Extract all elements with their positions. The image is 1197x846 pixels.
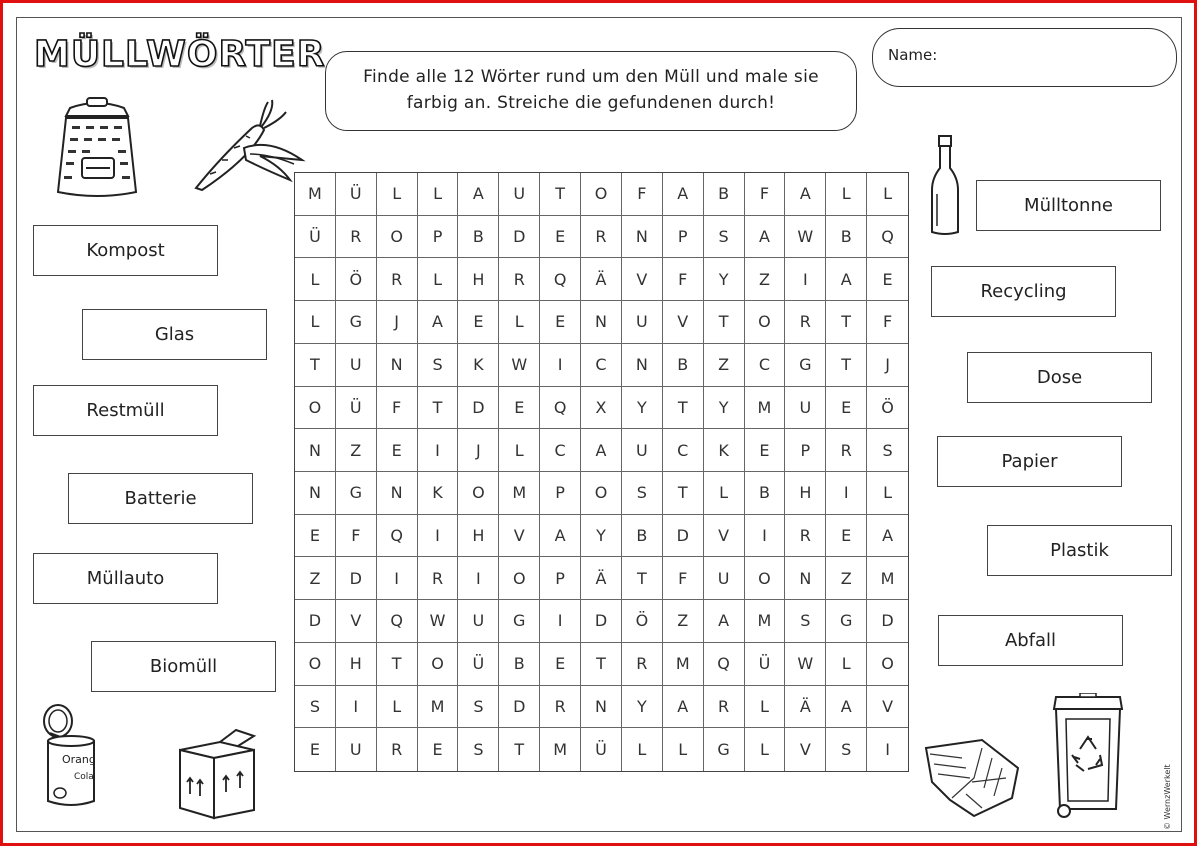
compost-bin-icon — [52, 96, 142, 200]
grid-cell[interactable]: I — [785, 258, 826, 301]
grid-cell[interactable]: C — [663, 429, 704, 472]
grid-cell[interactable]: Ü — [336, 387, 377, 430]
grid-cell[interactable]: R — [540, 686, 581, 729]
can-icon — [40, 703, 102, 813]
grid-cell[interactable]: L — [745, 728, 786, 771]
grid-cell[interactable]: R — [336, 216, 377, 259]
grid-cell[interactable]: M — [499, 472, 540, 515]
grid-cell[interactable]: B — [622, 515, 663, 558]
grid-cell[interactable]: E — [540, 216, 581, 259]
grid-cell[interactable]: P — [418, 216, 459, 259]
grid-cell[interactable]: Q — [540, 258, 581, 301]
grid-cell[interactable]: E — [295, 728, 336, 771]
grid-cell[interactable]: R — [418, 557, 459, 600]
grid-cell[interactable]: L — [663, 728, 704, 771]
grid-cell[interactable]: V — [499, 515, 540, 558]
grid-cell[interactable]: B — [826, 216, 867, 259]
grid-cell[interactable]: C — [745, 344, 786, 387]
grid-cell[interactable]: O — [499, 557, 540, 600]
grid-cell[interactable]: P — [785, 429, 826, 472]
grid-cell[interactable]: S — [458, 686, 499, 729]
grid-cell[interactable]: R — [704, 686, 745, 729]
instructions-box: Finde alle 12 Wörter rund um den Müll und male sie farbig an. Streiche die gefundenen durch! — [325, 51, 857, 131]
grid-cell[interactable]: F — [867, 301, 908, 344]
grid-cell[interactable]: G — [336, 472, 377, 515]
grid-cell[interactable]: L — [295, 258, 336, 301]
box-icon — [176, 728, 258, 822]
grid-cell[interactable]: O — [295, 643, 336, 686]
grid-cell[interactable]: O — [418, 643, 459, 686]
grid-cell[interactable]: L — [867, 472, 908, 515]
grid-cell[interactable]: N — [377, 472, 418, 515]
grid-cell[interactable]: Z — [663, 600, 704, 643]
grid-cell[interactable]: T — [499, 728, 540, 771]
grid-cell[interactable]: A — [458, 173, 499, 216]
grid-cell[interactable]: Z — [704, 344, 745, 387]
word-box-biomuell: Biomüll — [91, 641, 276, 692]
grid-cell[interactable]: L — [867, 173, 908, 216]
word-box-restmuell: Restmüll — [33, 385, 218, 436]
grid-cell[interactable]: O — [295, 387, 336, 430]
grid-cell[interactable]: B — [663, 344, 704, 387]
grid-cell[interactable]: M — [745, 387, 786, 430]
grid-cell[interactable]: H — [458, 515, 499, 558]
grid-cell[interactable]: J — [458, 429, 499, 472]
grid-cell[interactable]: S — [704, 216, 745, 259]
grid-cell[interactable]: S — [622, 472, 663, 515]
grid-cell[interactable]: Y — [704, 387, 745, 430]
grid-cell[interactable]: F — [663, 258, 704, 301]
grid-cell[interactable]: A — [867, 515, 908, 558]
grid-cell[interactable]: F — [663, 557, 704, 600]
grid-cell[interactable]: B — [745, 472, 786, 515]
grid-cell[interactable]: J — [867, 344, 908, 387]
word-box-recycling: Recycling — [931, 266, 1116, 317]
grid-cell[interactable]: N — [622, 344, 663, 387]
grid-cell[interactable]: N — [581, 686, 622, 729]
grid-cell[interactable]: D — [295, 600, 336, 643]
grid-cell[interactable]: S — [867, 429, 908, 472]
grid-cell[interactable]: B — [458, 216, 499, 259]
grid-cell[interactable]: T — [540, 173, 581, 216]
wheelie-bin-icon — [1050, 693, 1126, 819]
grid-cell[interactable]: U — [704, 557, 745, 600]
grid-cell[interactable]: H — [458, 258, 499, 301]
grid-cell[interactable]: D — [867, 600, 908, 643]
grid-cell[interactable]: Z — [745, 258, 786, 301]
word-box-papier: Papier — [937, 436, 1122, 487]
grid-cell[interactable]: A — [540, 515, 581, 558]
grid-cell[interactable]: L — [295, 301, 336, 344]
grid-cell[interactable]: S — [295, 686, 336, 729]
grid-cell[interactable]: E — [826, 387, 867, 430]
grid-cell[interactable]: R — [499, 258, 540, 301]
grid-cell[interactable]: G — [826, 600, 867, 643]
grid-cell[interactable]: L — [745, 686, 786, 729]
grid-cell[interactable]: Q — [867, 216, 908, 259]
name-label: Name: — [888, 46, 938, 64]
grid-cell[interactable]: N — [295, 472, 336, 515]
grid-cell[interactable]: Ö — [867, 387, 908, 430]
grid-cell[interactable]: K — [458, 344, 499, 387]
grid-cell[interactable]: M — [295, 173, 336, 216]
grid-cell[interactable]: O — [458, 472, 499, 515]
grid-cell[interactable]: O — [581, 173, 622, 216]
grid-cell[interactable]: Y — [622, 686, 663, 729]
grid-cell[interactable]: D — [581, 600, 622, 643]
grid-cell[interactable]: E — [377, 429, 418, 472]
grid-cell[interactable]: E — [418, 728, 459, 771]
grid-cell[interactable]: E — [295, 515, 336, 558]
grid-cell[interactable]: W — [499, 344, 540, 387]
grid-cell[interactable]: T — [826, 344, 867, 387]
grid-cell[interactable]: A — [581, 429, 622, 472]
grid-cell[interactable]: H — [785, 472, 826, 515]
grid-cell[interactable]: M — [745, 600, 786, 643]
grid-cell[interactable]: V — [663, 301, 704, 344]
grid-cell[interactable]: R — [785, 301, 826, 344]
grid-cell[interactable]: I — [540, 344, 581, 387]
grid-cell[interactable]: D — [663, 515, 704, 558]
grid-cell[interactable]: R — [785, 515, 826, 558]
grid-cell[interactable]: Q — [377, 515, 418, 558]
grid-cell[interactable]: T — [826, 301, 867, 344]
grid-cell[interactable]: S — [826, 728, 867, 771]
grid-cell[interactable]: V — [867, 686, 908, 729]
grid-cell[interactable]: I — [418, 429, 459, 472]
grid-cell[interactable]: T — [663, 387, 704, 430]
grid-cell[interactable]: R — [826, 429, 867, 472]
word-box-kompost: Kompost — [33, 225, 218, 276]
grid-cell[interactable]: Ü — [458, 643, 499, 686]
grid-cell[interactable]: D — [499, 216, 540, 259]
grid-cell[interactable]: O — [867, 643, 908, 686]
grid-cell[interactable]: V — [785, 728, 826, 771]
grid-cell[interactable]: T — [581, 643, 622, 686]
grid-cell[interactable]: A — [785, 173, 826, 216]
grid-cell[interactable]: B — [704, 173, 745, 216]
grid-cell[interactable]: G — [704, 728, 745, 771]
grid-cell[interactable]: L — [826, 643, 867, 686]
grid-cell[interactable]: U — [499, 173, 540, 216]
grid-cell[interactable]: L — [826, 173, 867, 216]
grid-cell[interactable]: G — [499, 600, 540, 643]
word-box-muellauto: Müllauto — [33, 553, 218, 604]
grid-cell[interactable]: N — [622, 216, 663, 259]
grid-cell[interactable]: R — [581, 216, 622, 259]
grid-cell[interactable]: L — [499, 301, 540, 344]
grid-cell[interactable]: A — [826, 258, 867, 301]
grid-cell[interactable]: T — [377, 643, 418, 686]
grid-cell[interactable]: F — [622, 173, 663, 216]
grid-cell[interactable]: A — [663, 173, 704, 216]
grid-cell[interactable]: M — [418, 686, 459, 729]
grid-cell[interactable]: U — [622, 301, 663, 344]
grid-cell[interactable]: N — [295, 429, 336, 472]
grid-cell[interactable]: R — [377, 728, 418, 771]
grid-cell[interactable]: Q — [540, 387, 581, 430]
grid-cell[interactable]: D — [336, 557, 377, 600]
grid-cell[interactable]: P — [540, 472, 581, 515]
bottle-icon — [928, 134, 962, 238]
grid-cell[interactable]: P — [663, 216, 704, 259]
grid-cell[interactable]: G — [785, 344, 826, 387]
grid-cell[interactable]: L — [704, 472, 745, 515]
grid-cell[interactable]: O — [581, 472, 622, 515]
grid-cell[interactable]: Ü — [581, 728, 622, 771]
grid-cell[interactable]: L — [418, 173, 459, 216]
grid-cell[interactable]: N — [785, 557, 826, 600]
grid-cell[interactable]: I — [885, 740, 890, 760]
word-box-dose: Dose — [967, 352, 1152, 403]
grid-cell[interactable]: I — [336, 686, 377, 729]
grid-cell[interactable]: V — [336, 600, 377, 643]
grid-cell[interactable]: L — [499, 429, 540, 472]
grid-cell[interactable]: N — [377, 344, 418, 387]
grid-cell[interactable]: Y — [622, 387, 663, 430]
grid-cell[interactable]: T — [295, 344, 336, 387]
grid-cell[interactable]: I — [826, 472, 867, 515]
grid-cell[interactable]: L — [377, 686, 418, 729]
grid-cell[interactable]: Y — [581, 515, 622, 558]
grid-cell[interactable]: F — [377, 387, 418, 430]
grid-cell[interactable]: X — [581, 387, 622, 430]
word-box-plastik: Plastik — [987, 525, 1172, 576]
word-box-glas: Glas — [82, 309, 267, 360]
grid-cell[interactable]: L — [418, 258, 459, 301]
copyright-notice: © WernzWerkelt — [1163, 764, 1172, 830]
grid-cell[interactable]: U — [336, 728, 377, 771]
grid-cell[interactable]: Ü — [295, 216, 336, 259]
word-search-grid[interactable] — [294, 172, 909, 772]
grid-cell[interactable]: T — [418, 387, 459, 430]
grid-cell[interactable]: A — [663, 686, 704, 729]
grid-cell[interactable]: I — [418, 515, 459, 558]
grid-cell[interactable]: Z — [826, 557, 867, 600]
grid-cell[interactable]: C — [540, 429, 581, 472]
word-box-abfall: Abfall — [938, 615, 1123, 666]
grid-cell[interactable]: U — [336, 344, 377, 387]
grid-cell[interactable]: W — [418, 600, 459, 643]
grid-cell[interactable]: V — [622, 258, 663, 301]
grid-cell[interactable]: U — [622, 429, 663, 472]
can-label-text-1: Orang — [62, 753, 96, 766]
grid-cell[interactable]: I — [745, 515, 786, 558]
grid-cell[interactable]: Ü — [745, 643, 786, 686]
grid-cell[interactable]: A — [826, 686, 867, 729]
carrot-icon — [190, 98, 310, 192]
grid-cell[interactable]: Z — [336, 429, 377, 472]
grid-cell[interactable]: G — [336, 301, 377, 344]
grid-cell[interactable]: U — [458, 600, 499, 643]
word-box-muelltonne: Mülltonne — [976, 180, 1161, 231]
grid-cell[interactable]: E — [458, 301, 499, 344]
grid-cell[interactable]: P — [540, 557, 581, 600]
grid-cell[interactable]: J — [377, 301, 418, 344]
grid-cell[interactable]: Ä — [581, 258, 622, 301]
grid-cell[interactable]: D — [499, 686, 540, 729]
grid-cell[interactable]: M — [663, 643, 704, 686]
grid-cell[interactable]: K — [418, 472, 459, 515]
grid-cell[interactable]: A — [704, 600, 745, 643]
grid-cell[interactable]: E — [867, 258, 908, 301]
grid-cell[interactable]: Z — [295, 557, 336, 600]
grid-cell[interactable]: Ä — [785, 686, 826, 729]
grid-cell[interactable]: Q — [704, 643, 745, 686]
grid-cell[interactable]: T — [704, 301, 745, 344]
grid-cell[interactable]: E — [499, 387, 540, 430]
grid-cell[interactable]: A — [418, 301, 459, 344]
grid-cell[interactable]: Ü — [336, 173, 377, 216]
grid-cell[interactable]: B — [499, 643, 540, 686]
grid-cell[interactable]: Ö — [336, 258, 377, 301]
grid-cell[interactable]: Ö — [622, 600, 663, 643]
grid-cell[interactable]: R — [377, 258, 418, 301]
grid-cell[interactable]: V — [704, 515, 745, 558]
grid-cell[interactable]: L — [377, 173, 418, 216]
grid-cell[interactable]: F — [336, 515, 377, 558]
grid-cell[interactable]: S — [418, 344, 459, 387]
grid-cell[interactable]: O — [377, 216, 418, 259]
grid-cell[interactable]: I — [458, 557, 499, 600]
grid-cell[interactable]: A — [745, 216, 786, 259]
grid-cell[interactable]: W — [785, 643, 826, 686]
grid-cell[interactable]: K — [704, 429, 745, 472]
grid-cell[interactable]: I — [377, 557, 418, 600]
grid-cell[interactable]: F — [745, 173, 786, 216]
grid-cell[interactable]: W — [785, 216, 826, 259]
grid-cell[interactable]: L — [622, 728, 663, 771]
grid-cell[interactable]: U — [785, 387, 826, 430]
grid-cell[interactable]: D — [458, 387, 499, 430]
grid-cell[interactable]: S — [785, 600, 826, 643]
grid-cell[interactable]: E — [745, 429, 786, 472]
grid-cell[interactable]: T — [663, 472, 704, 515]
grid-cell[interactable]: N — [581, 301, 622, 344]
grid-cell[interactable]: M — [867, 557, 908, 600]
grid-cell[interactable]: E — [540, 643, 581, 686]
grid-cell[interactable]: Ä — [581, 557, 622, 600]
grid-cell[interactable]: M — [540, 728, 581, 771]
worksheet-title: MÜLLWÖRTER — [34, 34, 326, 75]
grid-cell[interactable]: E — [540, 301, 581, 344]
grid-cell[interactable]: T — [622, 557, 663, 600]
grid-cell[interactable]: O — [745, 557, 786, 600]
grid-cell[interactable]: I — [540, 600, 581, 643]
can-label-text-2: Cola — [74, 772, 94, 782]
grid-cell[interactable]: O — [745, 301, 786, 344]
grid-cell[interactable]: Q — [377, 600, 418, 643]
grid-cell[interactable]: E — [826, 515, 867, 558]
grid-cell[interactable]: R — [622, 643, 663, 686]
grid-cell[interactable]: C — [581, 344, 622, 387]
paper-icon — [922, 738, 1022, 818]
grid-cell[interactable]: Y — [704, 258, 745, 301]
grid-cell[interactable]: S — [458, 728, 499, 771]
word-box-batterie: Batterie — [68, 473, 253, 524]
grid-cell[interactable]: H — [336, 643, 377, 686]
